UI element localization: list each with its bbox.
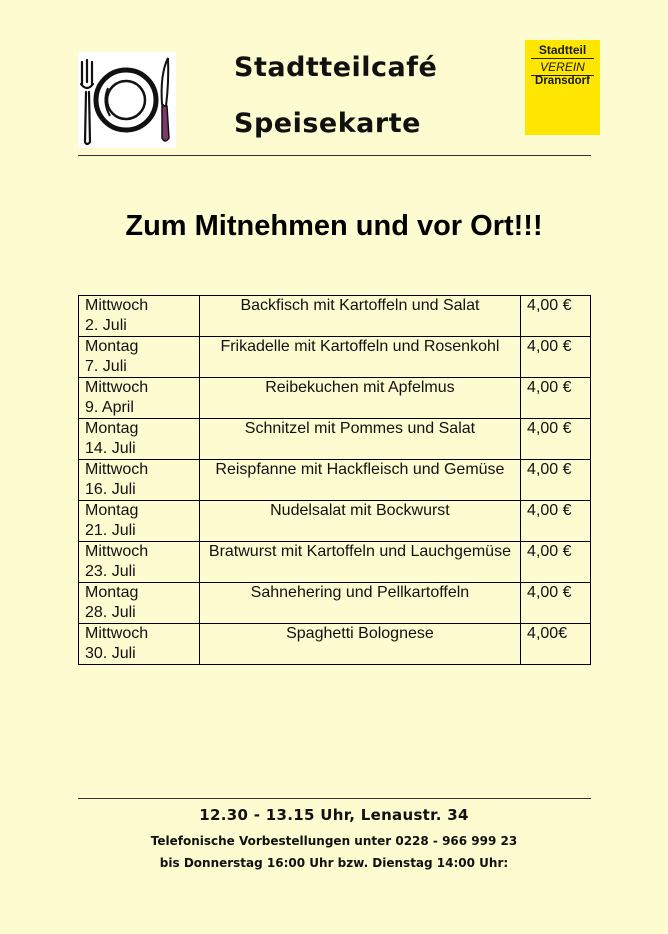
date: 9. April — [85, 399, 134, 416]
weekday: Mittwoch — [85, 543, 149, 560]
table-row — [79, 624, 591, 665]
dish-cell: Backfisch mit Kartoffeln und Salat — [199, 296, 520, 337]
dish-cell: Nudelsalat mit Bockwurst — [199, 501, 520, 542]
day-cell — [79, 542, 200, 583]
price-cell: 4,00 € — [521, 501, 591, 542]
page-title: Stadtteilcafé — [234, 52, 438, 83]
date: 7. Juli — [85, 358, 127, 375]
dish-cell: Frikadelle mit Kartoffeln und Rosenkohl — [199, 337, 520, 378]
date: 21. Juli — [85, 522, 136, 539]
logo-line-1: Stadtteil — [538, 43, 587, 57]
verein-logo — [525, 40, 600, 135]
weekday: Montag — [85, 420, 139, 437]
headline: Zum Mitnehmen und vor Ort!!! — [125, 210, 543, 242]
weekday: Mittwoch — [85, 379, 149, 396]
price-cell: 4,00 € — [521, 296, 591, 337]
table-row — [79, 583, 591, 624]
day-cell — [79, 583, 200, 624]
weekday: Montag — [85, 338, 139, 355]
plate-fork-knife-icon — [78, 52, 176, 148]
order-deadline: bis Donnerstag 16:00 Uhr bzw. Dienstag 14:00 Uhr: — [159, 856, 509, 870]
price-cell: 4,00 € — [521, 337, 591, 378]
date: 28. Juli — [85, 604, 136, 621]
phone-info: Telefonische Vorbestellungen unter 0228 - 966 999 23 — [150, 834, 518, 848]
date: 14. Juli — [85, 440, 136, 457]
opening-hours: 12.30 - 13.15 Uhr, Lenaustr. 34 — [199, 806, 469, 824]
table-row — [79, 337, 591, 378]
table-row — [79, 296, 591, 337]
header-divider — [78, 155, 591, 156]
date: 23. Juli — [85, 563, 136, 580]
day-cell — [79, 460, 200, 501]
weekday: Mittwoch — [85, 461, 149, 478]
price-cell: 4,00 € — [521, 419, 591, 460]
dish-cell: Sahnehering und Pellkartoffeln — [199, 583, 520, 624]
logo-line-3: Dransdorf — [535, 75, 590, 87]
date: 30. Juli — [85, 645, 136, 662]
page-subtitle: Speisekarte — [234, 108, 421, 139]
day-cell — [79, 378, 200, 419]
dish-cell: Bratwurst mit Kartoffeln und Lauchgemüse — [199, 542, 520, 583]
day-cell — [79, 296, 200, 337]
table-row — [79, 501, 591, 542]
day-cell — [79, 337, 200, 378]
price-cell: 4,00 € — [521, 460, 591, 501]
weekday: Mittwoch — [85, 297, 149, 314]
price-cell: 4,00 € — [521, 378, 591, 419]
date: 16. Juli — [85, 481, 136, 498]
menu-table — [78, 295, 591, 665]
weekday: Mittwoch — [85, 625, 149, 642]
price-cell: 4,00 € — [521, 542, 591, 583]
day-cell — [79, 624, 200, 665]
table-row — [79, 460, 591, 501]
table-row — [79, 378, 591, 419]
date: 2. Juli — [85, 317, 127, 334]
weekday: Montag — [85, 502, 139, 519]
dish-cell: Reispfanne mit Hackfleisch und Gemüse — [199, 460, 520, 501]
price-cell: 4,00€ — [521, 624, 591, 665]
weekday: Montag — [85, 584, 139, 601]
logo-divider — [531, 58, 594, 59]
dish-cell: Spaghetti Bolognese — [199, 624, 520, 665]
table-row — [79, 419, 591, 460]
day-cell — [79, 501, 200, 542]
footer-divider — [78, 798, 591, 799]
logo-line-2: VEREIN — [540, 60, 585, 74]
dish-cell: Schnitzel mit Pommes und Salat — [199, 419, 520, 460]
dish-cell: Reibekuchen mit Apfelmus — [199, 378, 520, 419]
day-cell — [79, 419, 200, 460]
table-row — [79, 542, 591, 583]
price-cell: 4,00 € — [521, 583, 591, 624]
